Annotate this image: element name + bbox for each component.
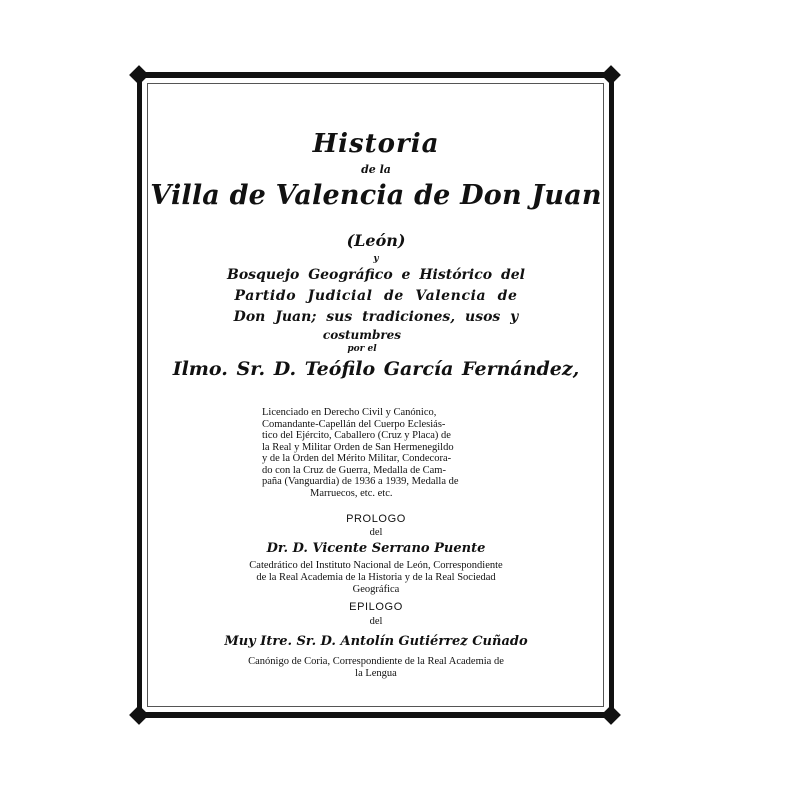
epilogue-author-name: Muy Itre. Sr. D. Antolín Gutiérrez Cuñado bbox=[224, 634, 528, 649]
corner-ornament-top-left bbox=[129, 65, 149, 85]
border-left bbox=[137, 72, 142, 718]
author-credential-line: Comandante-Capellán del Cuerpo Eclesiás- bbox=[262, 418, 446, 430]
corner-ornament-bottom-right bbox=[601, 705, 621, 725]
prologue-credential-line-2: de la Real Academia de la Historia y de la Real Sociedad bbox=[256, 572, 496, 583]
subtitle-line-2: Partido Judicial de Valencia de bbox=[234, 288, 518, 304]
author-name: Ilmo. Sr. D. Teófilo García Fernández, bbox=[172, 358, 580, 380]
corner-ornament-bottom-left bbox=[129, 705, 149, 725]
border-bottom bbox=[137, 712, 614, 718]
border-top bbox=[137, 72, 614, 78]
title-y: y bbox=[373, 254, 379, 264]
author-credentials bbox=[262, 407, 459, 499]
author-credential-line: paña (Vanguardia) de 1936 a 1939, Medalla de bbox=[262, 476, 459, 487]
epilogue-heading: EPILOGO bbox=[349, 601, 403, 613]
prologue-author-name: Dr. D. Vicente Serrano Puente bbox=[266, 541, 486, 556]
subtitle-line-5: por el bbox=[347, 344, 377, 354]
author-credential-line: tico del Ejército, Caballero (Cruz y Placa) de bbox=[262, 430, 451, 441]
author-credential-line: y de la Orden del Mérito Militar, Condecora- bbox=[262, 453, 452, 464]
prologue-heading: PROLOGO bbox=[346, 513, 406, 525]
title-de-la: de la bbox=[361, 163, 391, 176]
title-leon: (León) bbox=[346, 231, 406, 250]
prologue-credential-line-3: Geográfica bbox=[352, 584, 400, 595]
epilogue-credential-line-2: la Lengua bbox=[355, 668, 397, 679]
epilogue-connector: del bbox=[369, 616, 383, 627]
epilogue-credential-line-1: Canónigo de Coria, Correspondiente de la Real Academia de bbox=[248, 656, 504, 667]
subtitle-line-3: Don Juan; sus tradiciones, usos y bbox=[233, 309, 519, 325]
prologue-credential-line-1: Catedrático del Instituto Nacional de León, Correspondiente bbox=[249, 560, 503, 571]
corner-ornament-top-right bbox=[601, 65, 621, 85]
author-credential-line: do con la Cruz de Guerra, Medalla de Cam- bbox=[262, 464, 446, 476]
author-credential-line: Licenciado en Derecho Civil y Canónico, bbox=[262, 407, 437, 418]
title-villa: Villa de Valencia de Don Juan bbox=[150, 180, 602, 211]
subtitle-line-4: costumbres bbox=[322, 328, 402, 342]
border-right bbox=[609, 72, 614, 718]
subtitle-line-1: Bosquejo Geográfico e Histórico del bbox=[226, 267, 526, 283]
author-credential-line: la Real y Militar Orden de San Hermenegildo bbox=[262, 441, 454, 453]
title-page-content bbox=[150, 85, 602, 705]
title-historia: Historia bbox=[312, 129, 440, 159]
author-credential-line: Marruecos, etc. etc. bbox=[310, 487, 393, 499]
prologue-connector: del bbox=[369, 527, 383, 538]
